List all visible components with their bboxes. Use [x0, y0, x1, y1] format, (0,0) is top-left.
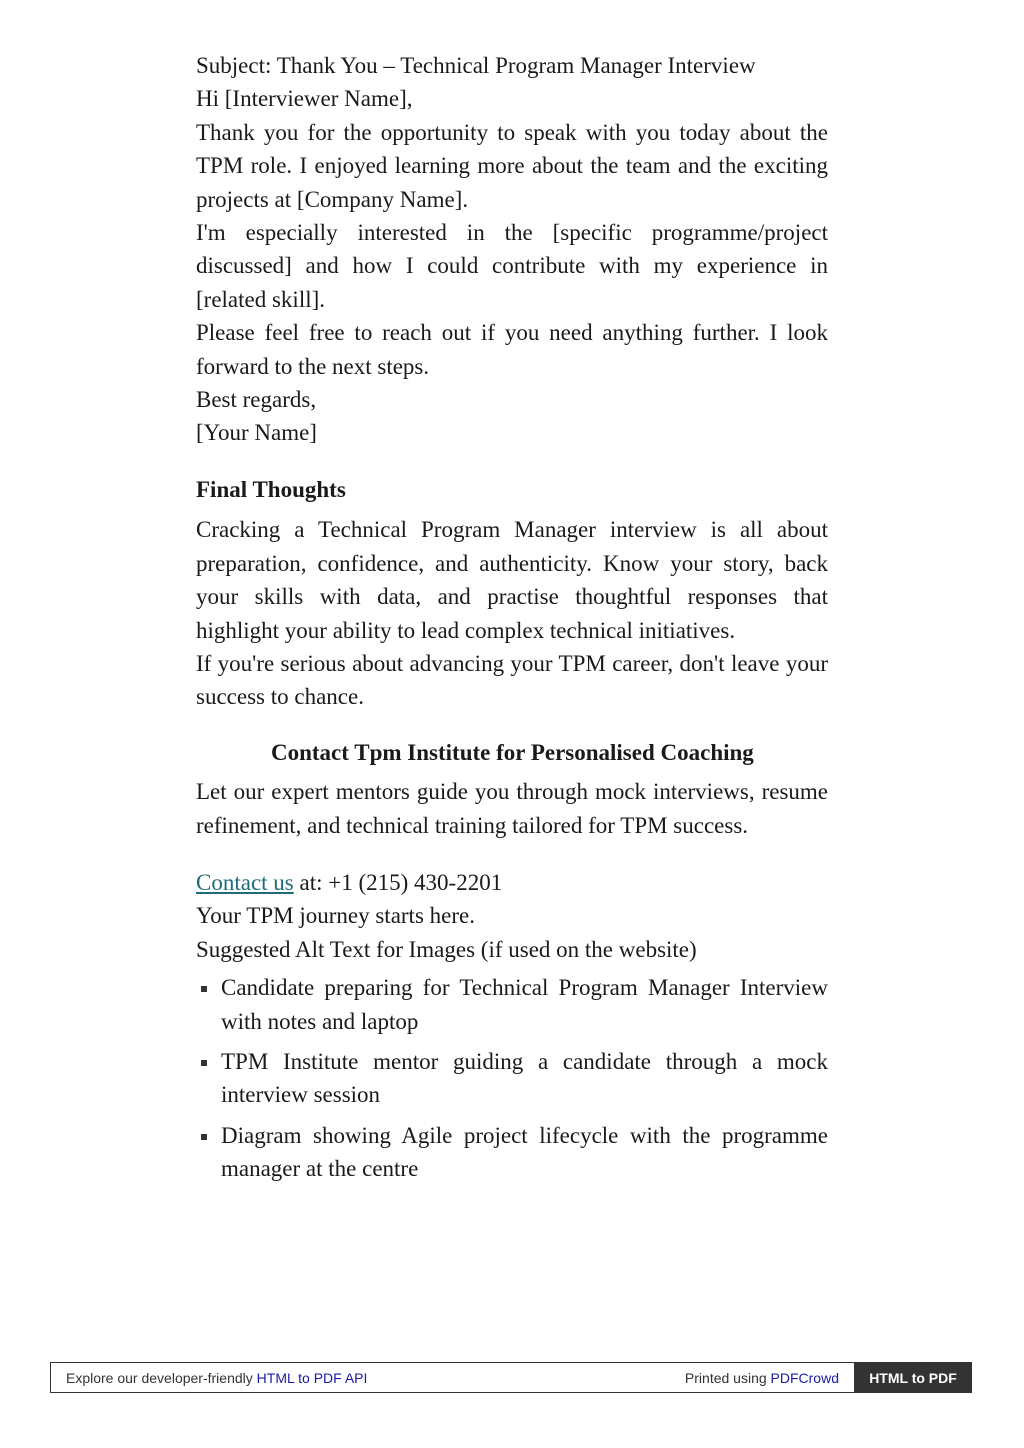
footer-mid-text: Printed using — [684, 1369, 771, 1386]
pdf-footer-bar — [50, 1362, 972, 1393]
final-thoughts-heading: Final Thoughts — [196, 476, 346, 502]
list-item — [196, 1119, 828, 1186]
footer-middle — [685, 1370, 854, 1386]
contact-line — [196, 866, 828, 899]
html-to-pdf-api-link[interactable]: HTML to PDF API — [256, 1369, 368, 1386]
email-subject: Subject: Thank You – Technical Program Manager Interview — [196, 53, 756, 78]
contact-heading: Contact Tpm Institute for Personalised Coaching — [271, 739, 754, 765]
list-item-text: TPM Institute mentor guiding a candidate through a mock interview session — [221, 1048, 828, 1108]
email-paragraph-3: Please feel free to reach out if you need anything further. I look forward to the next steps. — [196, 320, 828, 379]
alt-text-intro: Suggested Alt Text for Images (if used on the website) — [196, 936, 697, 962]
html-to-pdf-button[interactable]: HTML to PDF — [854, 1363, 972, 1392]
list-item-text: Candidate preparing for Technical Program Manager Interview with notes and laptop — [221, 975, 828, 1034]
contact-us-link[interactable]: Contact us — [196, 869, 294, 895]
footer-left — [51, 1370, 685, 1386]
bullet-icon — [201, 1134, 207, 1140]
list-item-text: Diagram showing Agile project lifecycle with the programme manager at the centre — [221, 1122, 828, 1182]
email-greeting: Hi [Interviewer Name], — [196, 86, 413, 112]
bullet-icon — [201, 986, 207, 992]
footer-left-text: Explore our developer-friendly — [66, 1369, 257, 1386]
final-thoughts-paragraph-2: If you're serious about advancing your TPM career, don't leave your success to chance. — [196, 650, 828, 710]
email-closing: Best regards, — [196, 387, 317, 413]
email-paragraph-1: Thank you for the opportunity to speak with you today about the TPM role. I enjoyed learning more about the team and the exciting projects at [Company Name]. — [196, 119, 828, 212]
contact-body: Let our expert mentors guide you through mock interviews, resume refinement, and technical training tailored for TPM success. — [196, 779, 828, 838]
email-paragraph-2: I'm especially interested in the [specific programme/project discussed] and how I could contribute with my experience in [related skill]. — [196, 220, 828, 312]
document-body — [196, 49, 828, 1193]
list-item — [196, 1045, 828, 1112]
bullet-icon — [201, 1060, 207, 1066]
tagline: Your TPM journey starts here. — [196, 903, 475, 929]
alt-text-list — [196, 971, 828, 1185]
pdfcrowd-link[interactable]: PDFCrowd — [770, 1369, 839, 1386]
list-item — [196, 971, 828, 1038]
email-signature: [Your Name] — [196, 420, 317, 446]
final-thoughts-paragraph-1: Cracking a Technical Program Manager interview is all about preparation, confidence, and authenticity. Know your story, back your skills with data, and practise thoughtful responses that highlight your ability to lead complex technical initiatives. — [196, 517, 828, 643]
contact-phone: at: +1 (215) 430-2201 — [293, 869, 503, 895]
